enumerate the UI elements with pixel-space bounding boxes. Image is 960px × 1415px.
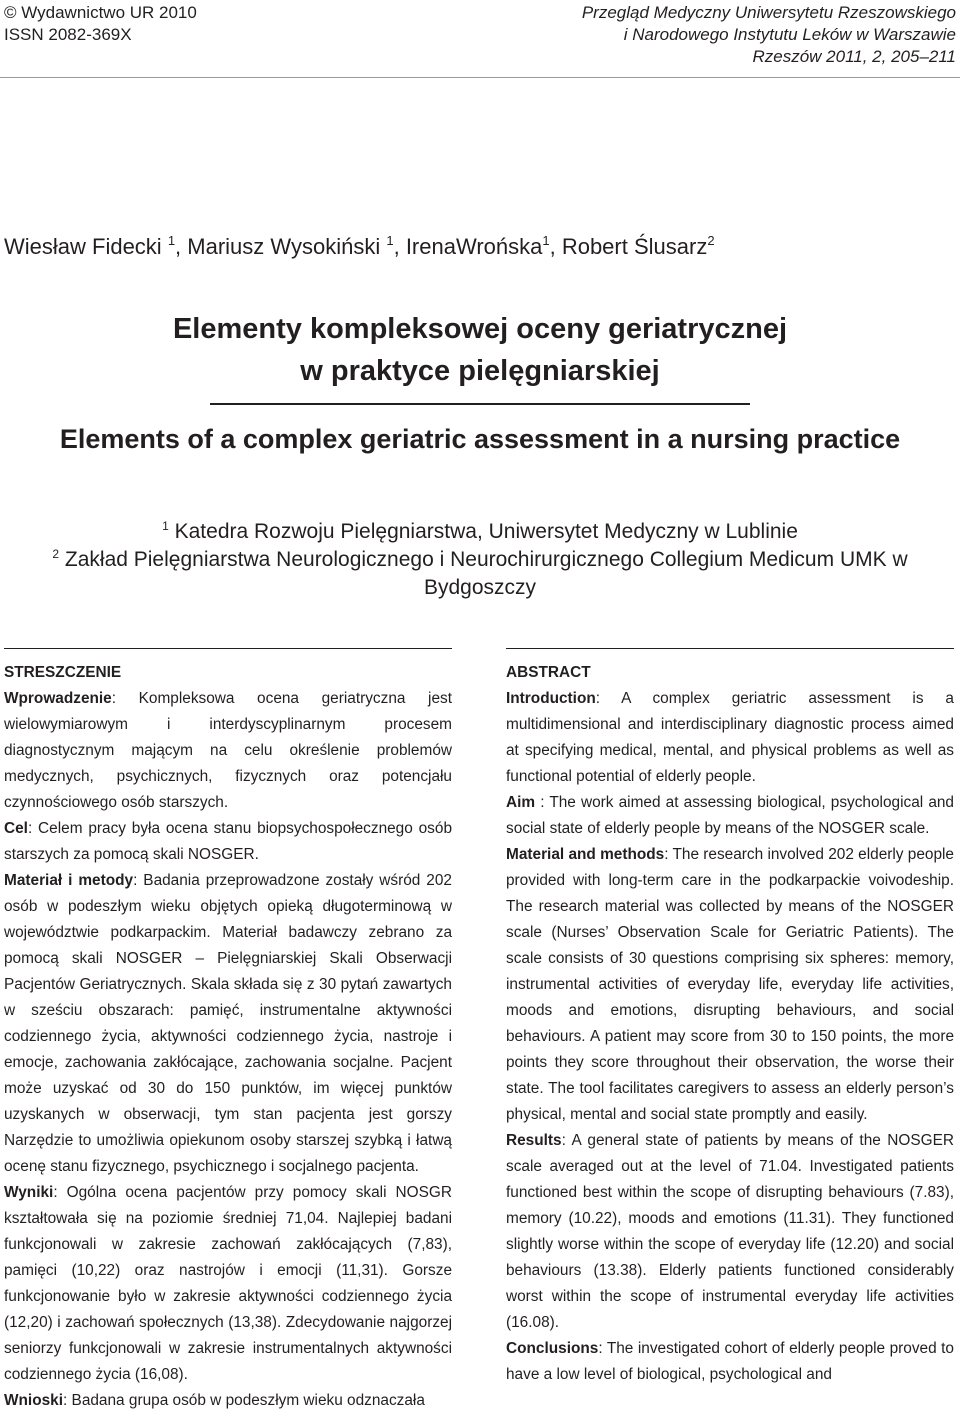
paragraph-label: Wnioski: [4, 1392, 63, 1409]
author-name: Mariusz Wysokiński: [187, 234, 387, 259]
title-divider: [210, 403, 750, 405]
author-affiliation-mark: 1: [386, 233, 394, 248]
paragraph-text: : The work aimed at assessing biological, psychological and social state of elderly people by means of the NOSGER scale.: [506, 794, 954, 837]
paragraph-text: : The research involved 202 elderly people provided with long-term care in the podkarpackie voivodeship. The research material was collected by means of the NOSGER scale (Nurses’ Observation Scale for Geriatric Patients). The scale consists of 30 questions comprising six spheres: memory, instrumental activities of everyday life, everyday life activities, moods and emotions, disrupting behaviours, and social behaviours. A patient may score from 30 to 150 points, the more points they score throughout their observation, the worse their state. The tool facilitates caregivers to assess an elderly person’s physical, mental and social state promptly and easily.: [506, 846, 954, 1123]
header-divider: [0, 77, 960, 78]
author-separator: ,: [549, 234, 562, 259]
paragraph-label: Wyniki: [4, 1184, 54, 1201]
abstract-paragraph: [4, 868, 452, 1180]
abstract-paragraph: [506, 686, 954, 790]
right-column-rule: [506, 648, 954, 649]
abstract-paragraph: [4, 1388, 452, 1414]
journal-issue-line: Rzeszów 2011, 2, 205–211: [752, 47, 956, 66]
paragraph-label: Wprowadzenie: [4, 690, 112, 707]
article-title-english: Elements of a complex geriatric assessment in a nursing practice: [59, 424, 901, 454]
paragraph-label: Cel: [4, 820, 28, 837]
publisher-line: © Wydawnictwo UR 2010: [4, 3, 197, 22]
author-name: Wiesław Fidecki: [4, 234, 168, 259]
abstract-column: [506, 660, 954, 1388]
affiliations: [0, 518, 960, 602]
author-name: IrenaWrońska: [405, 234, 543, 259]
paragraph-label: Introduction: [506, 690, 596, 707]
article-title-polish: [0, 308, 960, 392]
affiliation-item: [0, 546, 960, 602]
abstract-paragraph: [4, 816, 452, 868]
paragraph-text: : Celem pracy była ocena stanu biopsychospołecznego osób starszych za pomocą skali NOSGER.: [4, 820, 452, 863]
issn-line: ISSN 2082-369X: [4, 25, 132, 44]
journal-publisher-block: [4, 2, 197, 46]
author-affiliation-mark: 2: [707, 233, 715, 248]
paragraph-label: Conclusions: [506, 1340, 599, 1357]
journal-name-line-1: Przegląd Medyczny Uniwersytetu Rzeszowskiego: [581, 3, 956, 22]
paragraph-label: Aim: [506, 794, 536, 811]
paragraph-label: Results: [506, 1132, 562, 1149]
author-name: Robert Ślusarz: [561, 234, 708, 259]
paragraph-text: : Badania przeprowadzone zostały wśród 202 osób w podeszłym wieku objętych opieką długoterminową w województwie podkarpackim. Materiał badawczy zebrano za pomocą skali NOSGER – Pielęgniarskiej Skali Obserwacji Pacjentów Geriatrycznych. Skala składa się z 30 pytań zawartych w sześciu obszarach: pamięć, instrumentalne aktywności codziennego życia, aktywności codziennego życia, nastroje i emocje, zachowania zakłócające, zachowania socjalne. Pacjent może uzyskać od 30 do 150 punktów, im więcej punktów uzyskanych w obserwacji, tym stan pacjenta jest gorszy Narzędzie to umożliwia opiekunom osoby starszej szybką i łatwą ocenę stanu fizycznego, psychicznego i socjalnego pacjenta.: [4, 872, 452, 1175]
paragraph-text: : Kompleksowa ocena geriatryczna jest wielowymiarowym i interdyscyplinarnym procesem diagnostycznym mającym na celu określenie problemów medycznych, psychicznych, fizycznych oraz potencjału czynnościowego osób starszych.: [4, 690, 452, 811]
author-separator: ,: [393, 234, 406, 259]
paragraph-label: Material and methods: [506, 846, 665, 863]
author-list: [4, 232, 715, 262]
affiliation-item: [0, 518, 960, 546]
title-line: Elementy kompleksowej oceny geriatrycznej: [172, 313, 788, 345]
abstract-paragraph: [506, 842, 954, 1128]
affiliation-text: Katedra Rozwoju Pielęgniarstwa, Uniwersytet Medyczny w Lublinie: [168, 520, 798, 543]
streszczenie-column: [4, 660, 452, 1414]
abstract-paragraph: [4, 686, 452, 816]
abstract-paragraph: [506, 790, 954, 842]
affiliation-mark: 2: [52, 547, 60, 561]
journal-citation-block: [582, 2, 956, 68]
paragraph-text: : A complex geriatric assessment is a multidimensional and interdisciplinary diagnostic process aimed at specifying medical, mental, and physical problems as well as functional potential of elderly people.: [506, 690, 954, 785]
left-column-rule: [4, 648, 452, 649]
author-affiliation-mark: 1: [542, 233, 550, 248]
affiliation-text: Zakład Pielęgniarstwa Neurologicznego i Neurochirurgicznego Collegium Medicum UMK w Bydgoszczy: [59, 548, 908, 599]
paragraph-text: : Badana grupa osób w podeszłym wieku odznaczała: [63, 1392, 425, 1409]
paragraph-text: : A general state of patients by means of the NOSGER scale averaged out at the level of 71.04. Investigated patients functioned best within the scope of disrupting behaviours (7.83), memory (10.22), moods and emotions (11.31). They functioned slightly worse within the scope of everyday life (12.20) and social behaviours (13.38). Elderly patients functioned considerably worst within the scope of instrumental everyday life activities (16.08).: [506, 1132, 954, 1331]
journal-name-line-2: i Narodowego Instytutu Leków w Warszawie: [623, 25, 956, 44]
abstract-paragraph: [506, 1128, 954, 1336]
paragraph-text: : Ogólna ocena pacjentów przy pomocy skali NOSGR kształtowała się na poziomie średniej 71,04. Najlepiej badani funkcjonowali w zakresie zachowań zakłócających (7,83), pamięci (10,22) oraz nastrojów i emocji (11,31). Gorsze funkcjonowanie było w zakresie aktywności codziennego życia (12,20) i zachowań społecznych (13,38). Zdecydowanie najgorzej seniorzy funkcjonowali w zakresie instrumentalnych aktywności codziennego życia (16,08).: [4, 1184, 452, 1383]
author-affiliation-mark: 1: [167, 233, 176, 248]
paragraph-text: : The investigated cohort of elderly people proved to have a low level of biological, psychological and: [506, 1340, 954, 1383]
title-line: w praktyce pielęgniarskiej: [300, 355, 660, 387]
abstract-paragraph: [4, 1180, 452, 1388]
affiliation-mark: 1: [162, 519, 169, 533]
section-heading: STRESZCZENIE: [4, 664, 122, 681]
abstract-paragraph: [506, 1336, 954, 1388]
paragraph-label: Materiał i metody: [4, 872, 134, 889]
author-separator: ,: [175, 234, 188, 259]
section-heading: ABSTRACT: [506, 664, 591, 681]
